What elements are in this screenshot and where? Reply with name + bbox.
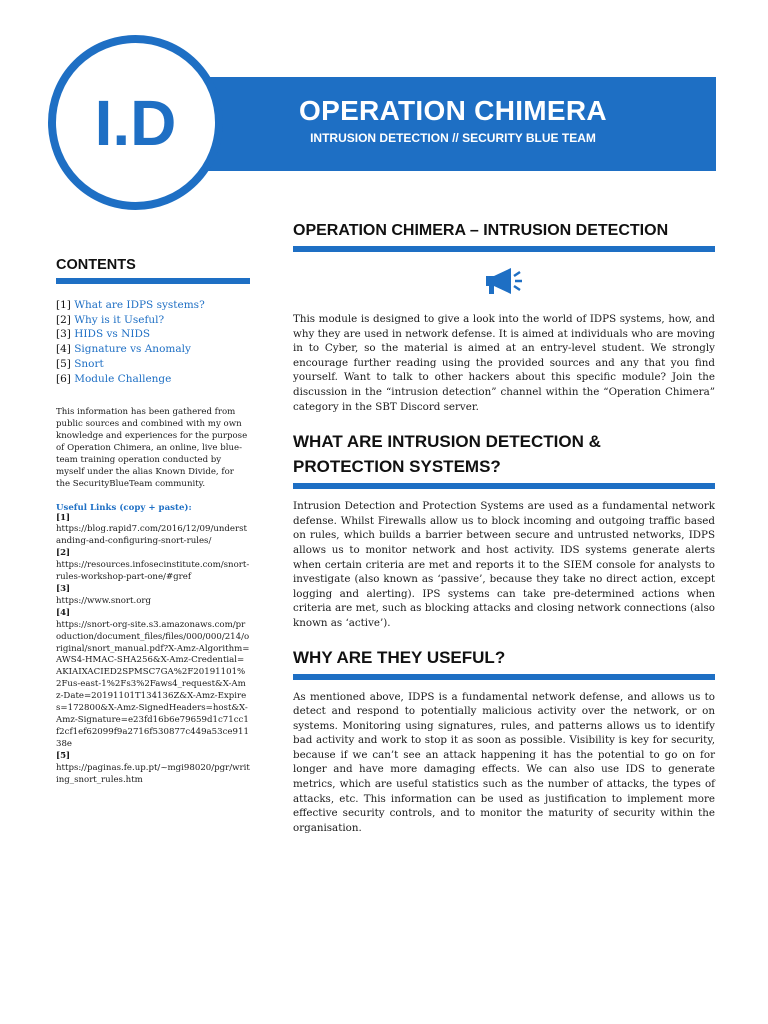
section-divider [293, 483, 715, 489]
intro-text: This module is designed to give a look into the world of IDPS systems, how, and why they are used in network defense. It is aimed at individuals who are moving in to Cyber, so the material is aimed at an entry-level student. We strongly encourage further reading using the provided sources and any that you find yourself. Want to talk to other hackers about this specific module? Join the discussion in the “intrusion detection” channel within the “Operation Chimera” category in the SBT Discord server. [293, 313, 715, 413]
reference-url[interactable]: https://resources.infosecinstitute.com/snort-rules-workshop-part-one/#gref [56, 560, 250, 583]
section-text-useful: As mentioned above, IDPS is a fundamental network defense, and allows us to detect and respond to potentially malicious activity over the network, or on systems. Monitoring using signatures, rules, and patterns allows us to identify bad activity and work to stop it as soon as possible. Visibility is key for security, because if we can’t see an attack happening it has the potential to go on for longer and have more damaging effects. We can also use IDS to generate metrics, which are useful statistics such as the number of attacks, the types of attacks, etc. This information can be used as justification to implement more effective security controls, and to monitor the maturity of security within the organisation. [293, 690, 715, 834]
header-banner [190, 77, 716, 171]
toc-link[interactable]: HIDS vs NIDS [74, 328, 151, 341]
toc-link[interactable]: What are IDPS systems? [74, 299, 205, 311]
intro-divider [293, 246, 715, 252]
toc-item[interactable]: [1] What are IDPS systems? [56, 299, 205, 311]
toc-link[interactable]: Module Challenge [74, 372, 172, 385]
toc-item[interactable]: [5] Snort [56, 357, 104, 370]
section-heading-useful: WHY ARE THEY USEFUL? [293, 647, 506, 667]
toc-item[interactable]: [4] Signature vs Anomaly [56, 343, 191, 356]
toc-link[interactable]: Why is it Useful? [74, 313, 165, 326]
reference-url[interactable]: https://blog.rapid7.com/2016/12/09/understanding-and-configuring-snort-rules/ [56, 524, 247, 547]
toc-link[interactable]: Snort [74, 357, 104, 370]
reference-list [56, 513, 250, 787]
page-title: OPERATION CHIMERA [299, 95, 607, 126]
reference-item: [4] https://snort-org-site.s3.amazonaws.com/production/document_files/files/000/000/214/original/snort_manual.pdf?X-Amz-Algorithm=AWS4-HMAC-SHA256&X-Amz-Credential=AKIAIXACIED2SPMSC7GA%2F20191101%2Fus-east-1%2Fs3%2Faws4_request&X-Amz-Date=20191101T134136Z&X-Amz-Expires=172800&X-Amz-SignedHeaders=host&X-Amz-Signature=e23fd16b6e79659d1c71cc1f2cf1ef62099f9a2716f530877c449a53ce91138e [56, 607, 250, 749]
reference-item: [5] https://paginas.fe.up.pt/~mgi98020/pgr/writing_snort_rules.htm [56, 750, 250, 785]
contents-heading: CONTENTS [56, 257, 136, 273]
contents-divider [56, 278, 250, 284]
megaphone-icon [483, 266, 525, 296]
reference-item: [1] https://blog.rapid7.com/2016/12/09/understanding-and-configuring-snort-rules/ [56, 513, 250, 549]
main-content [293, 218, 715, 835]
reference-item: [2] https://resources.infosecinstitute.com/snort-rules-workshop-part-one/#gref [56, 548, 250, 583]
toc-link[interactable]: Signature vs Anomaly [74, 343, 191, 356]
toc-item[interactable]: [3] HIDS vs NIDS [56, 328, 151, 341]
toc-item[interactable]: [2] Why is it Useful? [56, 313, 165, 326]
toc-item[interactable]: [6] Module Challenge [56, 372, 172, 385]
section-heading-idps: WHAT ARE INTRUSION DETECTION & PROTECTION SYSTEMS? [293, 432, 601, 477]
logo [48, 35, 223, 210]
reference-url[interactable]: https://snort-org-site.s3.amazonaws.com/production/document_files/files/000/000/214/original/snort_manual.pdf?X-Amz-Algorithm=AWS4-HMAC-SHA256&X-Amz-Credential=AKIAIXACIED2SPMSC7GA%2F20191101%2Fus-east-1%2Fs3%2Faws4_request&X-Amz-Date=20191101T134136Z&X-Amz-Expires=172800&X-Amz-SignedHeaders=host&X-Amz-Signature=e23fd16b6e79659d1c71cc1f2cf1ef62099f9a2716f530877c449a53ce91138e [56, 619, 250, 749]
logo-text: I.D [94, 87, 177, 159]
sidebar [56, 257, 250, 786]
page-subtitle: INTRUSION DETECTION // SECURITY BLUE TEAM [310, 131, 596, 145]
reference-url[interactable]: https://paginas.fe.up.pt/~mgi98020/pgr/writing_snort_rules.htm [56, 762, 250, 785]
reference-item: [3] https://www.snort.org [56, 584, 250, 608]
info-text: This information has been gathered from public sources and combined with my own knowledge and experiences for the purpose of Operation Chimera, an online, live blue-team training operation conducted by myself under the alias Known Divide, for the SecurityBlueTeam community. [56, 407, 248, 489]
table-of-contents [56, 298, 250, 386]
reference-url[interactable]: https://www.snort.org [56, 595, 152, 606]
intro-heading: OPERATION CHIMERA – INTRUSION DETECTION [293, 222, 669, 239]
useful-links-title: Useful Links (copy + paste): [56, 502, 192, 513]
section-divider [293, 674, 715, 680]
section-text-idps: Intrusion Detection and Protection Systems are used as a fundamental network defense. Whilst Firewalls allow us to block incoming and outgoing traffic based on rules, which builds a barrier between secure and untrusted networks, IDPS allows us to monitor network and host activity. IDS systems generate alerts when certain criteria are met and reports it to the SIEM console for analysts to investigate (also known as ‘passive’, because they take no direct action, except logging and alerting). IPS systems can take pre-determined actions when criteria are met, such as blocking attacks and closing network connections (also known as ‘active’). [293, 500, 715, 629]
